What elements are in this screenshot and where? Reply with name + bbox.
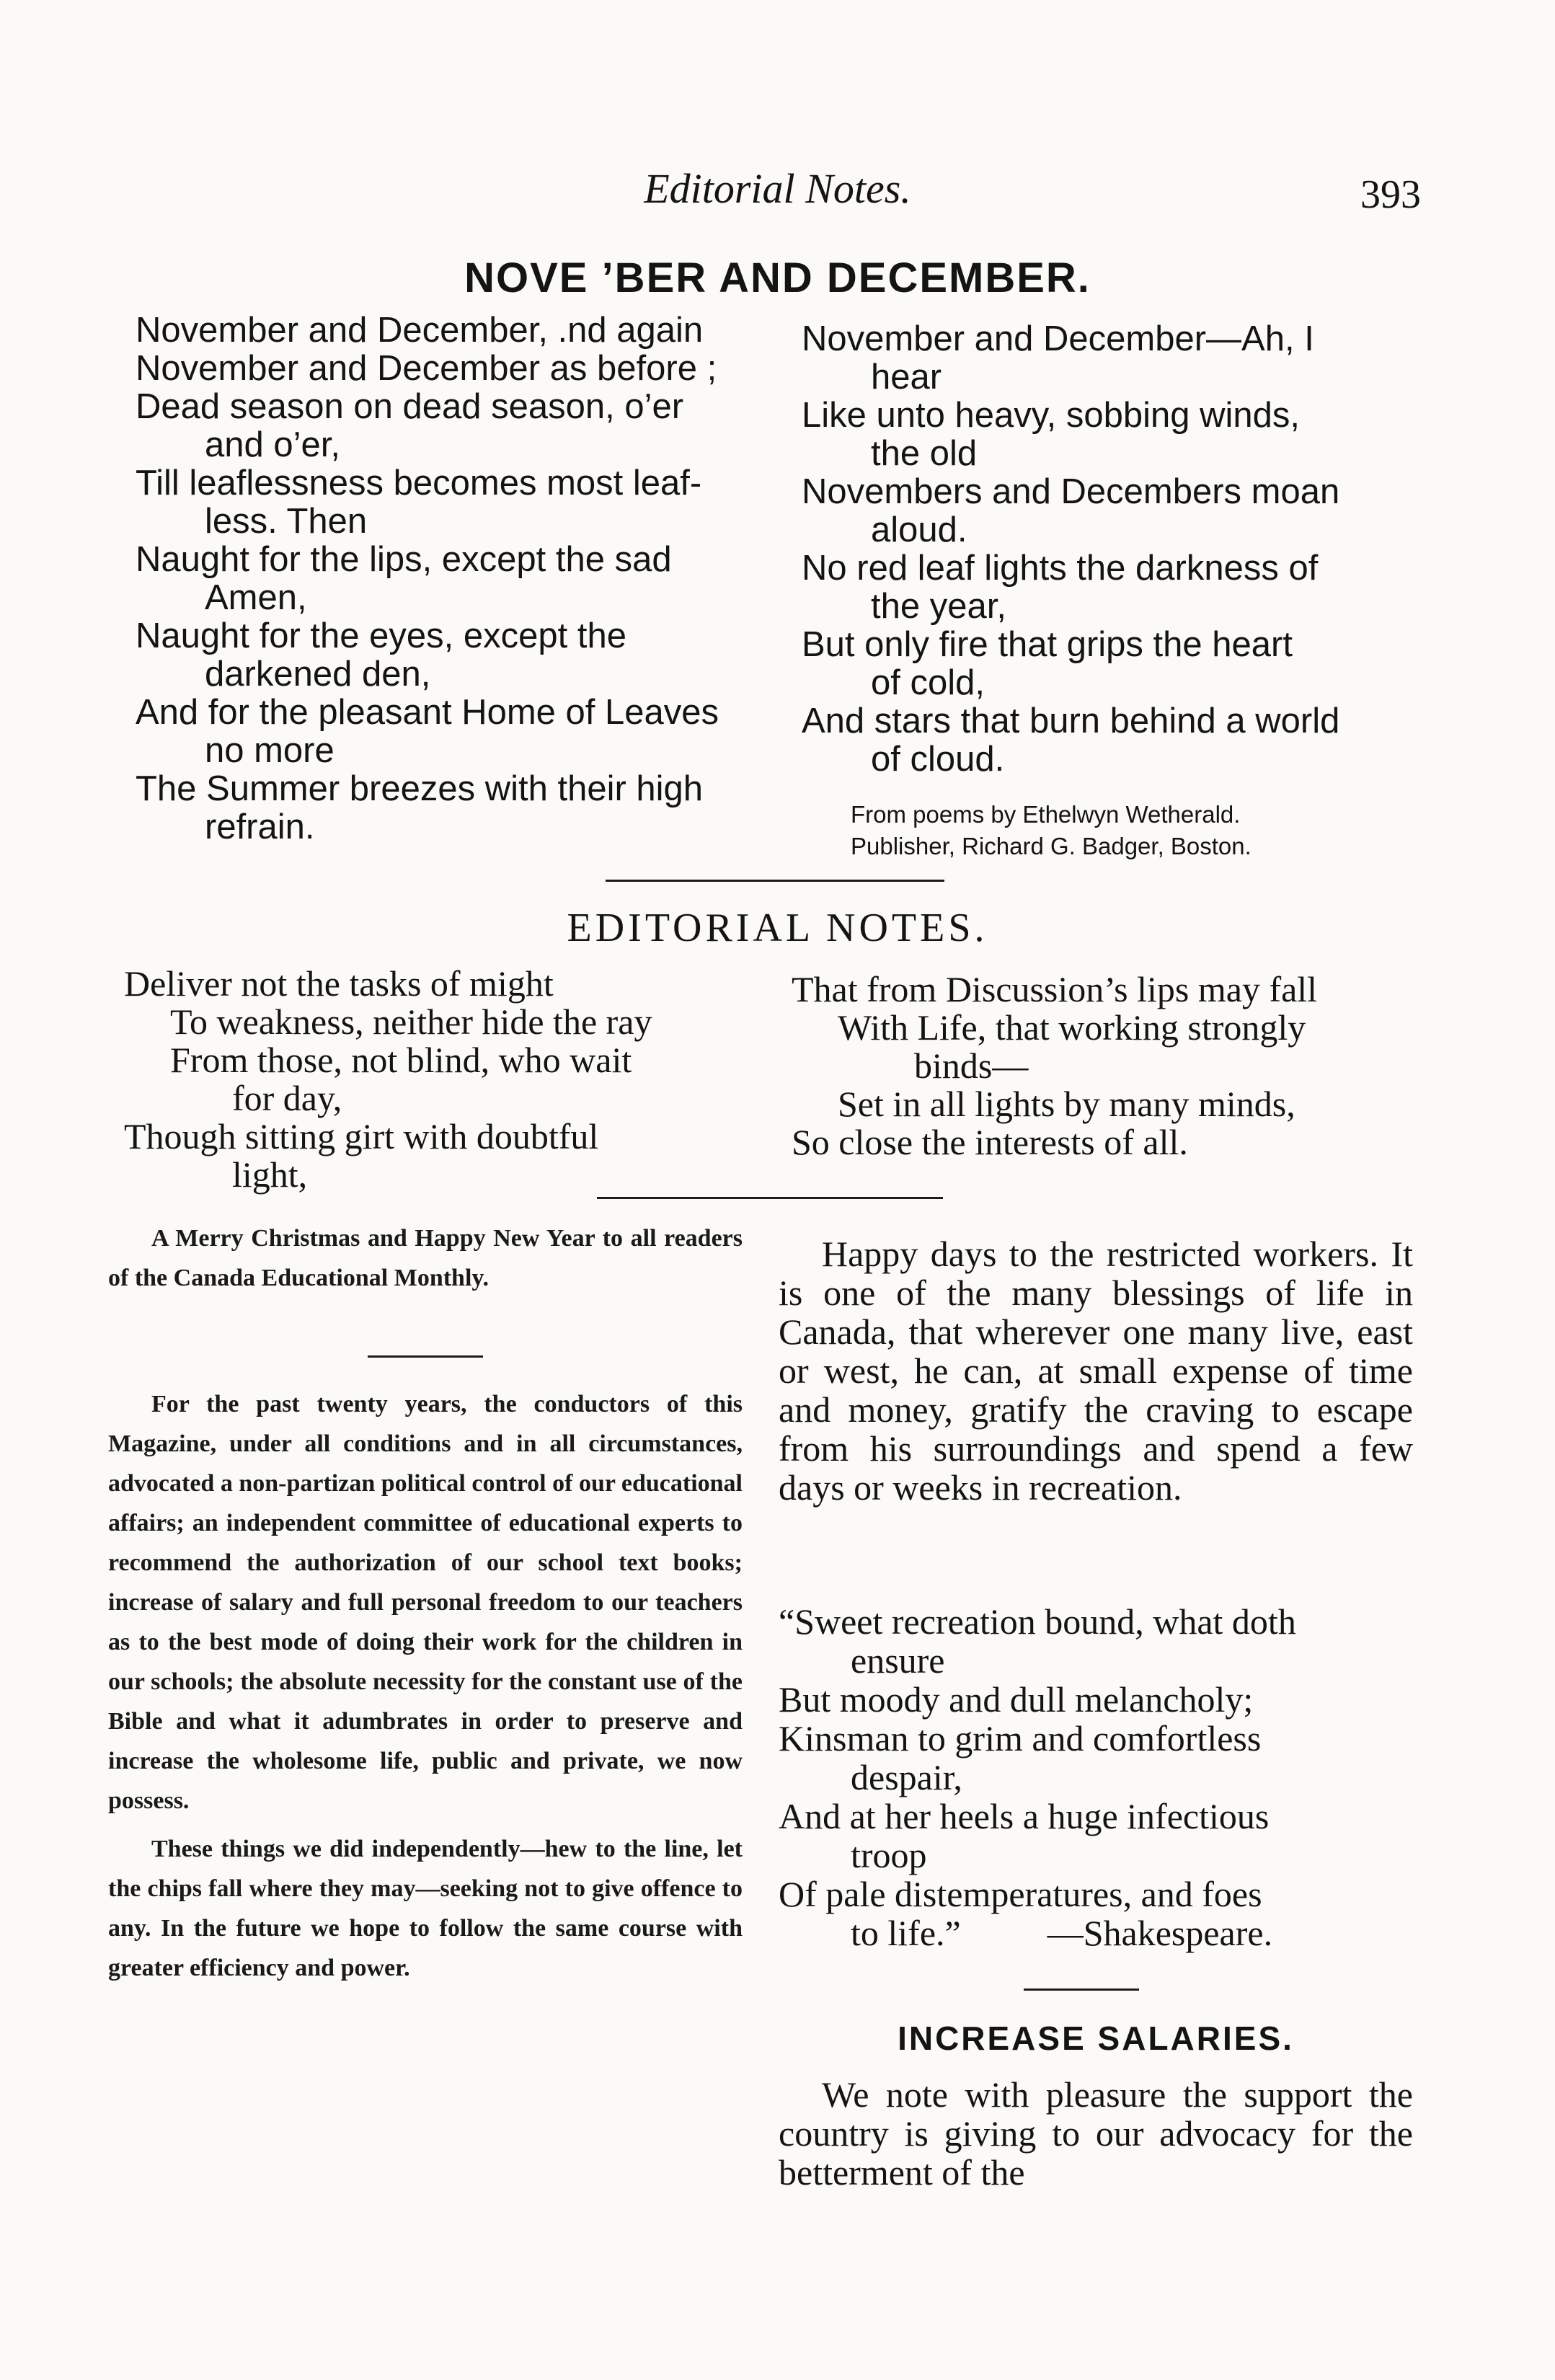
quote-line: Kinsman to grim and comfortless xyxy=(779,1718,1262,1759)
poem-line: less. Then xyxy=(205,502,368,541)
quote-line: to life.” xyxy=(851,1913,961,1953)
paragraph: Happy days to the restricted workers. It is one of the many blessings of life in Canada, that wherever one many live, east or west, he can, at small expense of time and money, gratify the craving to escape from his surroundings and spend a few days or weeks in recreation. xyxy=(779,1234,1413,1508)
poem-line: hear xyxy=(871,358,942,397)
quote-line: Of pale distemperatures, and foes xyxy=(779,1874,1262,1914)
motto-line: Set in all lights by many minds, xyxy=(838,1084,1295,1124)
poem-line: Like unto heavy, sobbing winds, xyxy=(802,396,1300,435)
poem-line: Till leaflessness becomes most leaf- xyxy=(136,464,702,503)
poem-line: refrain. xyxy=(205,808,315,846)
quote-line: ensure xyxy=(851,1640,945,1681)
short-divider xyxy=(1024,1989,1139,1991)
poem-line: the year, xyxy=(871,587,1006,626)
paragraph: We note with pleasure the support the country is giving to our advocacy for the betterment of the xyxy=(779,2074,1413,2193)
motto-line: From those, not blind, who wait xyxy=(170,1040,632,1080)
poem-line: And stars that burn behind a world xyxy=(802,702,1340,740)
poem-line: Naught for the lips, except the sad xyxy=(136,540,672,579)
quote-line: troop xyxy=(851,1835,927,1875)
motto-line: Though sitting girt with doubtful xyxy=(124,1116,599,1156)
credit-line: Publisher, Richard G. Badger, Boston. xyxy=(851,833,1251,859)
poem-line: aloud. xyxy=(871,510,967,549)
motto-line: for day, xyxy=(232,1078,342,1118)
motto-right-stanza xyxy=(792,970,1440,1162)
credit-line: From poems by Ethelwyn Wetherald. xyxy=(851,801,1241,828)
poem-line: November and December as before ; xyxy=(136,349,717,388)
poem-credit xyxy=(851,799,1251,862)
motto-line: binds— xyxy=(914,1045,1029,1086)
poem-line: and o’er, xyxy=(205,425,340,464)
poem-line: no more xyxy=(205,731,335,770)
motto-line: Deliver not the tasks of might xyxy=(124,963,554,1004)
quote-attribution: —Shakespeare. xyxy=(1047,1913,1273,1953)
shakespeare-quote xyxy=(779,1602,1427,1952)
short-divider xyxy=(368,1355,483,1358)
quote-line: And at her heels a huge infectious xyxy=(779,1796,1270,1836)
poem-left-stanza xyxy=(136,311,770,846)
section-divider xyxy=(606,880,944,882)
greeting-paragraph xyxy=(108,1218,743,1298)
poem-right-stanza xyxy=(802,320,1436,779)
poem-line: Naught for the eyes, except the xyxy=(136,616,626,655)
paragraph: These things we did independently—hew to the line, let the chips fall where they may—seeking not to give offence to any. In the future we hope to follow the same course with greater efficiency and power. xyxy=(108,1836,743,1981)
motto-line: light, xyxy=(232,1154,308,1195)
poem-line: But only fire that grips the heart xyxy=(802,625,1293,664)
poem-line: of cloud. xyxy=(871,740,1005,779)
motto-line: With Life, that working strongly xyxy=(838,1007,1306,1048)
motto-line: So close the interests of all. xyxy=(792,1122,1188,1162)
quote-line: But moody and dull melancholy; xyxy=(779,1679,1254,1720)
motto-line: To weakness, neither hide the ray xyxy=(170,1001,652,1042)
section-divider xyxy=(597,1197,943,1199)
poem-line: Novembers and Decembers moan xyxy=(802,472,1340,511)
editorial-body xyxy=(108,1384,743,1988)
poem-line: No red leaf lights the darkness of xyxy=(802,549,1319,588)
poem-line: And for the pleasant Home of Leaves xyxy=(136,693,719,732)
poem-title: NOVE ’BER AND DECEMBER. xyxy=(464,255,1091,301)
poem-line: of cold, xyxy=(871,663,985,702)
motto-line: That from Discussion’s lips may fall xyxy=(792,969,1318,1009)
poem-line: the old xyxy=(871,434,978,473)
poem-line: darkened den, xyxy=(205,655,431,694)
salaries-paragraph xyxy=(779,2075,1413,2192)
motto-left-stanza xyxy=(124,965,773,1194)
poem-line: Dead season on dead season, o’er xyxy=(136,387,684,426)
quote-line: despair, xyxy=(851,1757,962,1797)
recreation-paragraph xyxy=(779,1234,1413,1507)
page-number: 393 xyxy=(1360,172,1421,217)
quote-line: “Sweet recreation bound, what doth xyxy=(779,1601,1296,1642)
poem-line: November and December—Ah, I xyxy=(802,319,1314,358)
section-title: EDITORIAL NOTES. xyxy=(567,906,988,950)
running-title: Editorial Notes. xyxy=(644,165,911,212)
greeting-text: A Merry Christmas and Happy New Year to all readers of the Canada Educational Monthly. xyxy=(108,1225,743,1291)
poem-line: November and December, .nd again xyxy=(136,311,704,350)
section-heading: INCREASE SALARIES. xyxy=(898,2020,1294,2057)
poem-line: The Summer breezes with their high xyxy=(136,769,704,808)
paragraph: For the past twenty years, the conductors of this Magazine, under all conditions and in all circumstances, advocated a non-partizan political control of our educational affairs; an independent committee of educational experts to recommend the authorization of our school text books; increase of salary and full personal freedom to our teachers as to the best mode of doing their work for the children in our schools; the absolute necessity for the constant use of the Bible and what it adumbrates in order to preserve and increase the wholesome life, public and private, we now possess. xyxy=(108,1391,743,1814)
poem-line: Amen, xyxy=(205,578,307,617)
